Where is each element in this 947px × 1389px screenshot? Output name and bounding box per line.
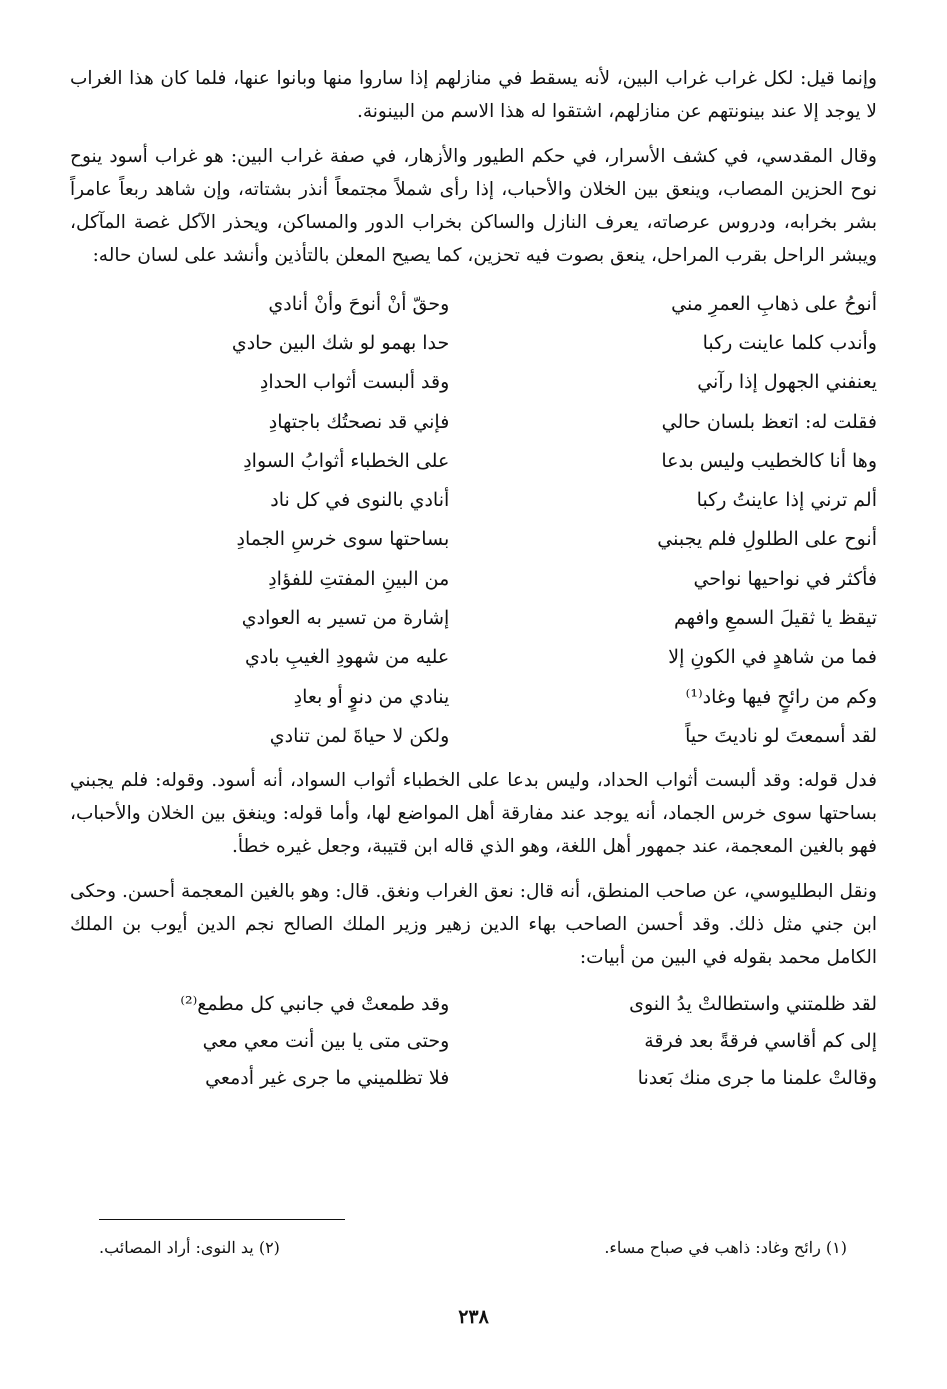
poem-1 [70,284,877,756]
page-number: ٢٣٨ [458,1306,489,1328]
verse-first-half: وقالتْ علمنا ما جرى منك بَعدنا [637,1067,877,1090]
poem-2-verse [70,1023,877,1060]
verse-second-half: وحقّ أنْ أنوحَ وأنْ أنادي [268,292,450,315]
verse-first-half: فأكثر في نواحيها نواحي [693,567,877,590]
verse-second-half: وقد ألبست أثواب الحدادِ [259,371,450,394]
paragraph-3: فدل قوله: وقد ألبست أثواب الحداد، وليس بدعا على الخطباء أثواب السواد، أنه أسود. وقوله: فلم يجبني بساحتها سوى خرس الجماد، أنه يوجد عند مفارقة أهل المواضع لها، وأما قوله: وينغق بين الخلان والأحباب، فهو بالغين المعجمة، عند جمهور أهل اللغة، وهو الذي قاله ابن قتيبة، وجعل غيره خطأ. [70,769,877,857]
poem-1-verse [70,480,877,519]
poem-1-verse [70,520,877,559]
verse-second-half: عليه من شهودِ الغيبِ بادي [244,646,450,669]
verse-second-half: فإني قد نصحتُك باجتهادِ [268,410,450,433]
footnotes-divider [99,1219,345,1220]
verse-second-half: ينادي من دنوٍ أو بعادِ [293,685,450,708]
poem-1-verse [70,598,877,637]
poem-1-verse [70,441,877,480]
footnote-2: (٢) يد النوى: أراد المصائب. [99,1238,280,1257]
verse-first-half: وأندب كلما عاينت ركبا [702,331,877,354]
poem-1-verse [70,677,877,716]
verse-second-half: حدا بهمو لو شك البين حادي [231,331,450,354]
verse-second-half: فلا تظلميني ما جرى غير أدمعي [205,1067,450,1090]
verse-second-half: أنادي بالنوى في كل ناد [270,489,450,512]
verse-first-half: إلى كم أقاسي فرقةً بعد فرقة [644,1030,877,1053]
verse-second-half: وحتى متى يا بين أنت معي معي [202,1030,450,1053]
poem-2 [70,986,877,1097]
verse-second-half: بساحتها سوى خرسِ الجمادِ [236,528,450,551]
verse-first-half: لقد أسمعتَ لو ناديتَ حياً [685,724,877,747]
verse-first-half: وها أنا كالخطيب وليس بدعا [661,449,877,472]
footnote-1: (١) رائح وغاد: ذاهب في صباح مساء. [604,1238,847,1257]
poem-1-verse [70,284,877,323]
poem-1-verse [70,559,877,598]
paragraph-1: وإنما قيل: لكل غراب غراب البين، لأنه يسقط في منازلهم إذا ساروا منها وبانوا عنها، فلما كان هذا الغراب لا يوجد إلا عند بينونتهم عن منازلهم، اشتقوا له هذا الاسم من البينونة. [70,68,877,122]
poem-1-verse [70,638,877,677]
poem-2-verse [70,1060,877,1097]
footnotes [99,1238,847,1257]
verse-first-half: تيقظ يا ثقيلَ السمعِ وافهم [674,607,877,630]
paragraph-4: ونقل البطليوسي، عن صاحب المنطق، أنه قال: نعق الغراب ونغق. قال: وهو بالغين المعجمة أحسن. وحكى ابن جني مثل ذلك. وقد أحسن الصاحب بهاء الدين زهير وزير الملك الصالح نجم الدين أيوب بن الملك الكامل محمد بقوله في البين من أبيات: [70,880,877,968]
verse-second-half: على الخطباء أثوابُ السوادِ [243,449,450,472]
poem-1-verse [70,363,877,402]
verse-second-half: إشارة من تسير به العوادي [241,607,450,630]
verse-second-half: من البينِ المفتتِ للفؤادِ [268,567,450,590]
page-body [70,62,877,1389]
verse-first-half: فقلت له: اتعظ بلسان حالي [661,410,877,433]
verse-first-half: أنوح على الطلولِ فلم يجبني [657,528,877,551]
verse-first-half: أنوحُ على ذهابِ العمرِ مني [671,292,877,315]
verse-first-half: لقد ظلمتني واستطالتْ يدُ النوى [629,993,877,1016]
verse-second-half: وقد طمعتْ في جانبي كل مطمع⁽²⁾ [180,993,450,1016]
verse-second-half: ولكن لا حياةَ لمن تنادي [269,724,450,747]
poem-1-verse [70,323,877,362]
poem-1-verse [70,402,877,441]
poem-2-verse [70,986,877,1023]
verse-first-half: ألم ترني إذا عاينتُ ركبا [696,489,877,512]
verse-first-half: يعنفني الجهول إذا رآني [697,371,877,394]
poem-1-verse [70,716,877,755]
verse-first-half: وكم من رائحٍ فيها وغاد⁽¹⁾ [685,685,877,708]
verse-first-half: فما من شاهدٍ في الكونِ إلا [668,646,877,669]
paragraph-2: وقال المقدسي، في كشف الأسرار، في حكم الطيور والأزهار، في صفة غراب البين: هو غراب أسود ينوح نوح الحزين المصاب، وينعق بين الخلان والأحباب، إذا رأى شملاً مجتمعاً أنذر بشتاته، وإن شاهد ربعاً عامراً بشر بخرابه، ودروس عرصاته، يعرف النازل والساكن بخراب الدور والمساكن، ويحذر الآكل غصة المآكل، ويبشر الراحل بقرب المراحل، ينعق بصوت فيه تحزين، كما يصيح المعلن بالتأذين وأنشد على لسان حاله: [70,146,877,266]
